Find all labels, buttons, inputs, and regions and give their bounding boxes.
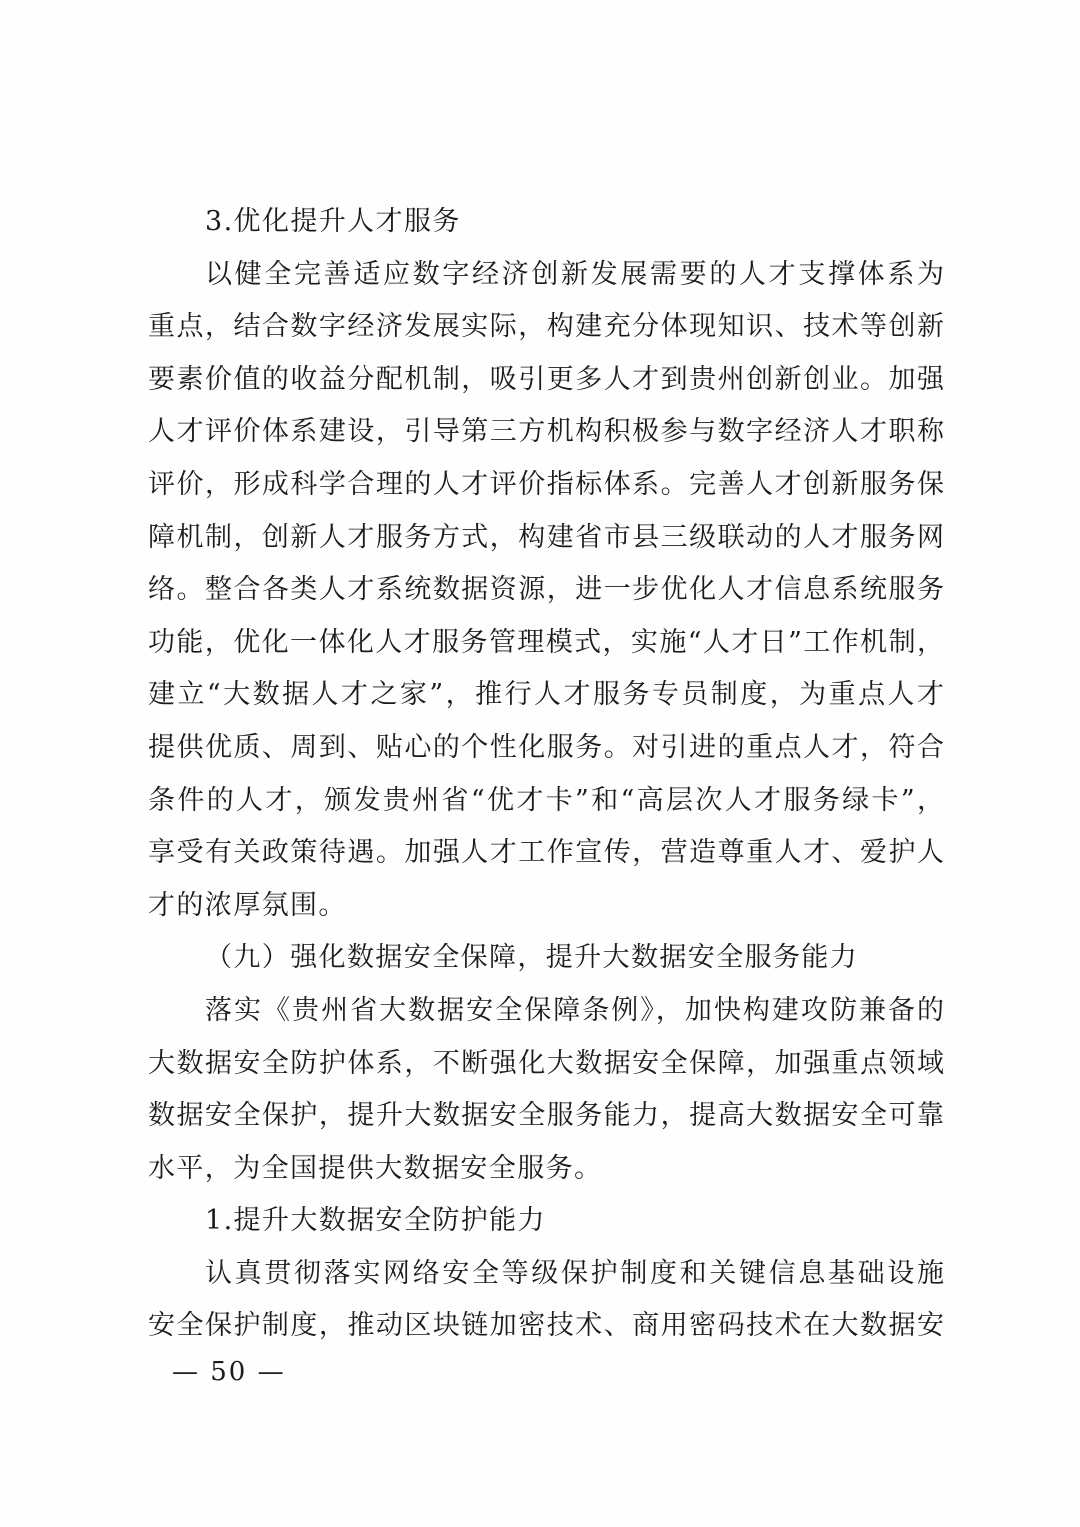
paragraph-line: 障机制，创新人才服务方式，构建省市县三级联动的人才服务网	[148, 521, 944, 553]
document-body	[148, 196, 944, 1353]
paragraph-line: 数据安全保护，提升大数据安全服务能力，提高大数据安全可靠	[148, 1100, 944, 1132]
page-number: — 50 —	[172, 1357, 286, 1387]
talent-service-paragraph	[148, 249, 944, 933]
paragraph-line: 评价，形成科学合理的人才评价指标体系。完善人才创新服务保	[148, 468, 944, 500]
paragraph-line: 享受有关政策待遇。加强人才工作宣传，营造尊重人才、爱护人	[148, 837, 944, 869]
paragraph-line: 落实《贵州省大数据安全保障条例》，加快构建攻防兼备的	[205, 994, 944, 1026]
paragraph-line: 才的浓厚氛围。	[148, 889, 347, 921]
data-security-paragraph	[148, 985, 944, 1195]
paragraph-line: 水平，为全国提供大数据安全服务。	[148, 1152, 603, 1184]
paragraph-line: 提供优质、周到、贴心的个性化服务。对引进的重点人才，符合	[148, 731, 944, 763]
data-security-heading: （九）强化数据安全保障，提升大数据安全服务能力	[205, 942, 859, 974]
paragraph-line: 人才评价体系建设，引导第三方机构积极参与数字经济人才职称	[148, 416, 944, 448]
paragraph-line: 络。整合各类人才系统数据资源，进一步优化人才信息系统服务	[148, 574, 944, 606]
protection-paragraph	[148, 1248, 944, 1353]
protection-heading: 1.提升大数据安全防护能力	[205, 1205, 546, 1237]
talent-service-heading: 3.优化提升人才服务	[205, 206, 461, 237]
paragraph-line: 大数据安全防护体系，不断强化大数据安全保障，加强重点领域	[148, 1047, 944, 1079]
paragraph-line: 以健全完善适应数字经济创新发展需要的人才支撑体系为	[205, 258, 944, 290]
paragraph-line: 重点，结合数字经济发展实际，构建充分体现知识、技术等创新	[148, 311, 944, 343]
paragraph-line: 认真贯彻落实网络安全等级保护制度和关键信息基础设施	[205, 1257, 944, 1289]
paragraph-line: 条件的人才，颁发贵州省“优才卡”和“高层次人才服务绿卡”，	[148, 784, 944, 816]
paragraph-line: 要素价值的收益分配机制，吸引更多人才到贵州创新创业。加强	[148, 363, 944, 395]
paragraph-line: 建立“大数据人才之家”，推行人才服务专员制度，为重点人才	[148, 679, 944, 711]
paragraph-line: 安全保护制度，推动区块链加密技术、商用密码技术在大数据安	[148, 1310, 944, 1342]
paragraph-line: 功能，优化一体化人才服务管理模式，实施“人才日”工作机制，	[148, 626, 944, 658]
